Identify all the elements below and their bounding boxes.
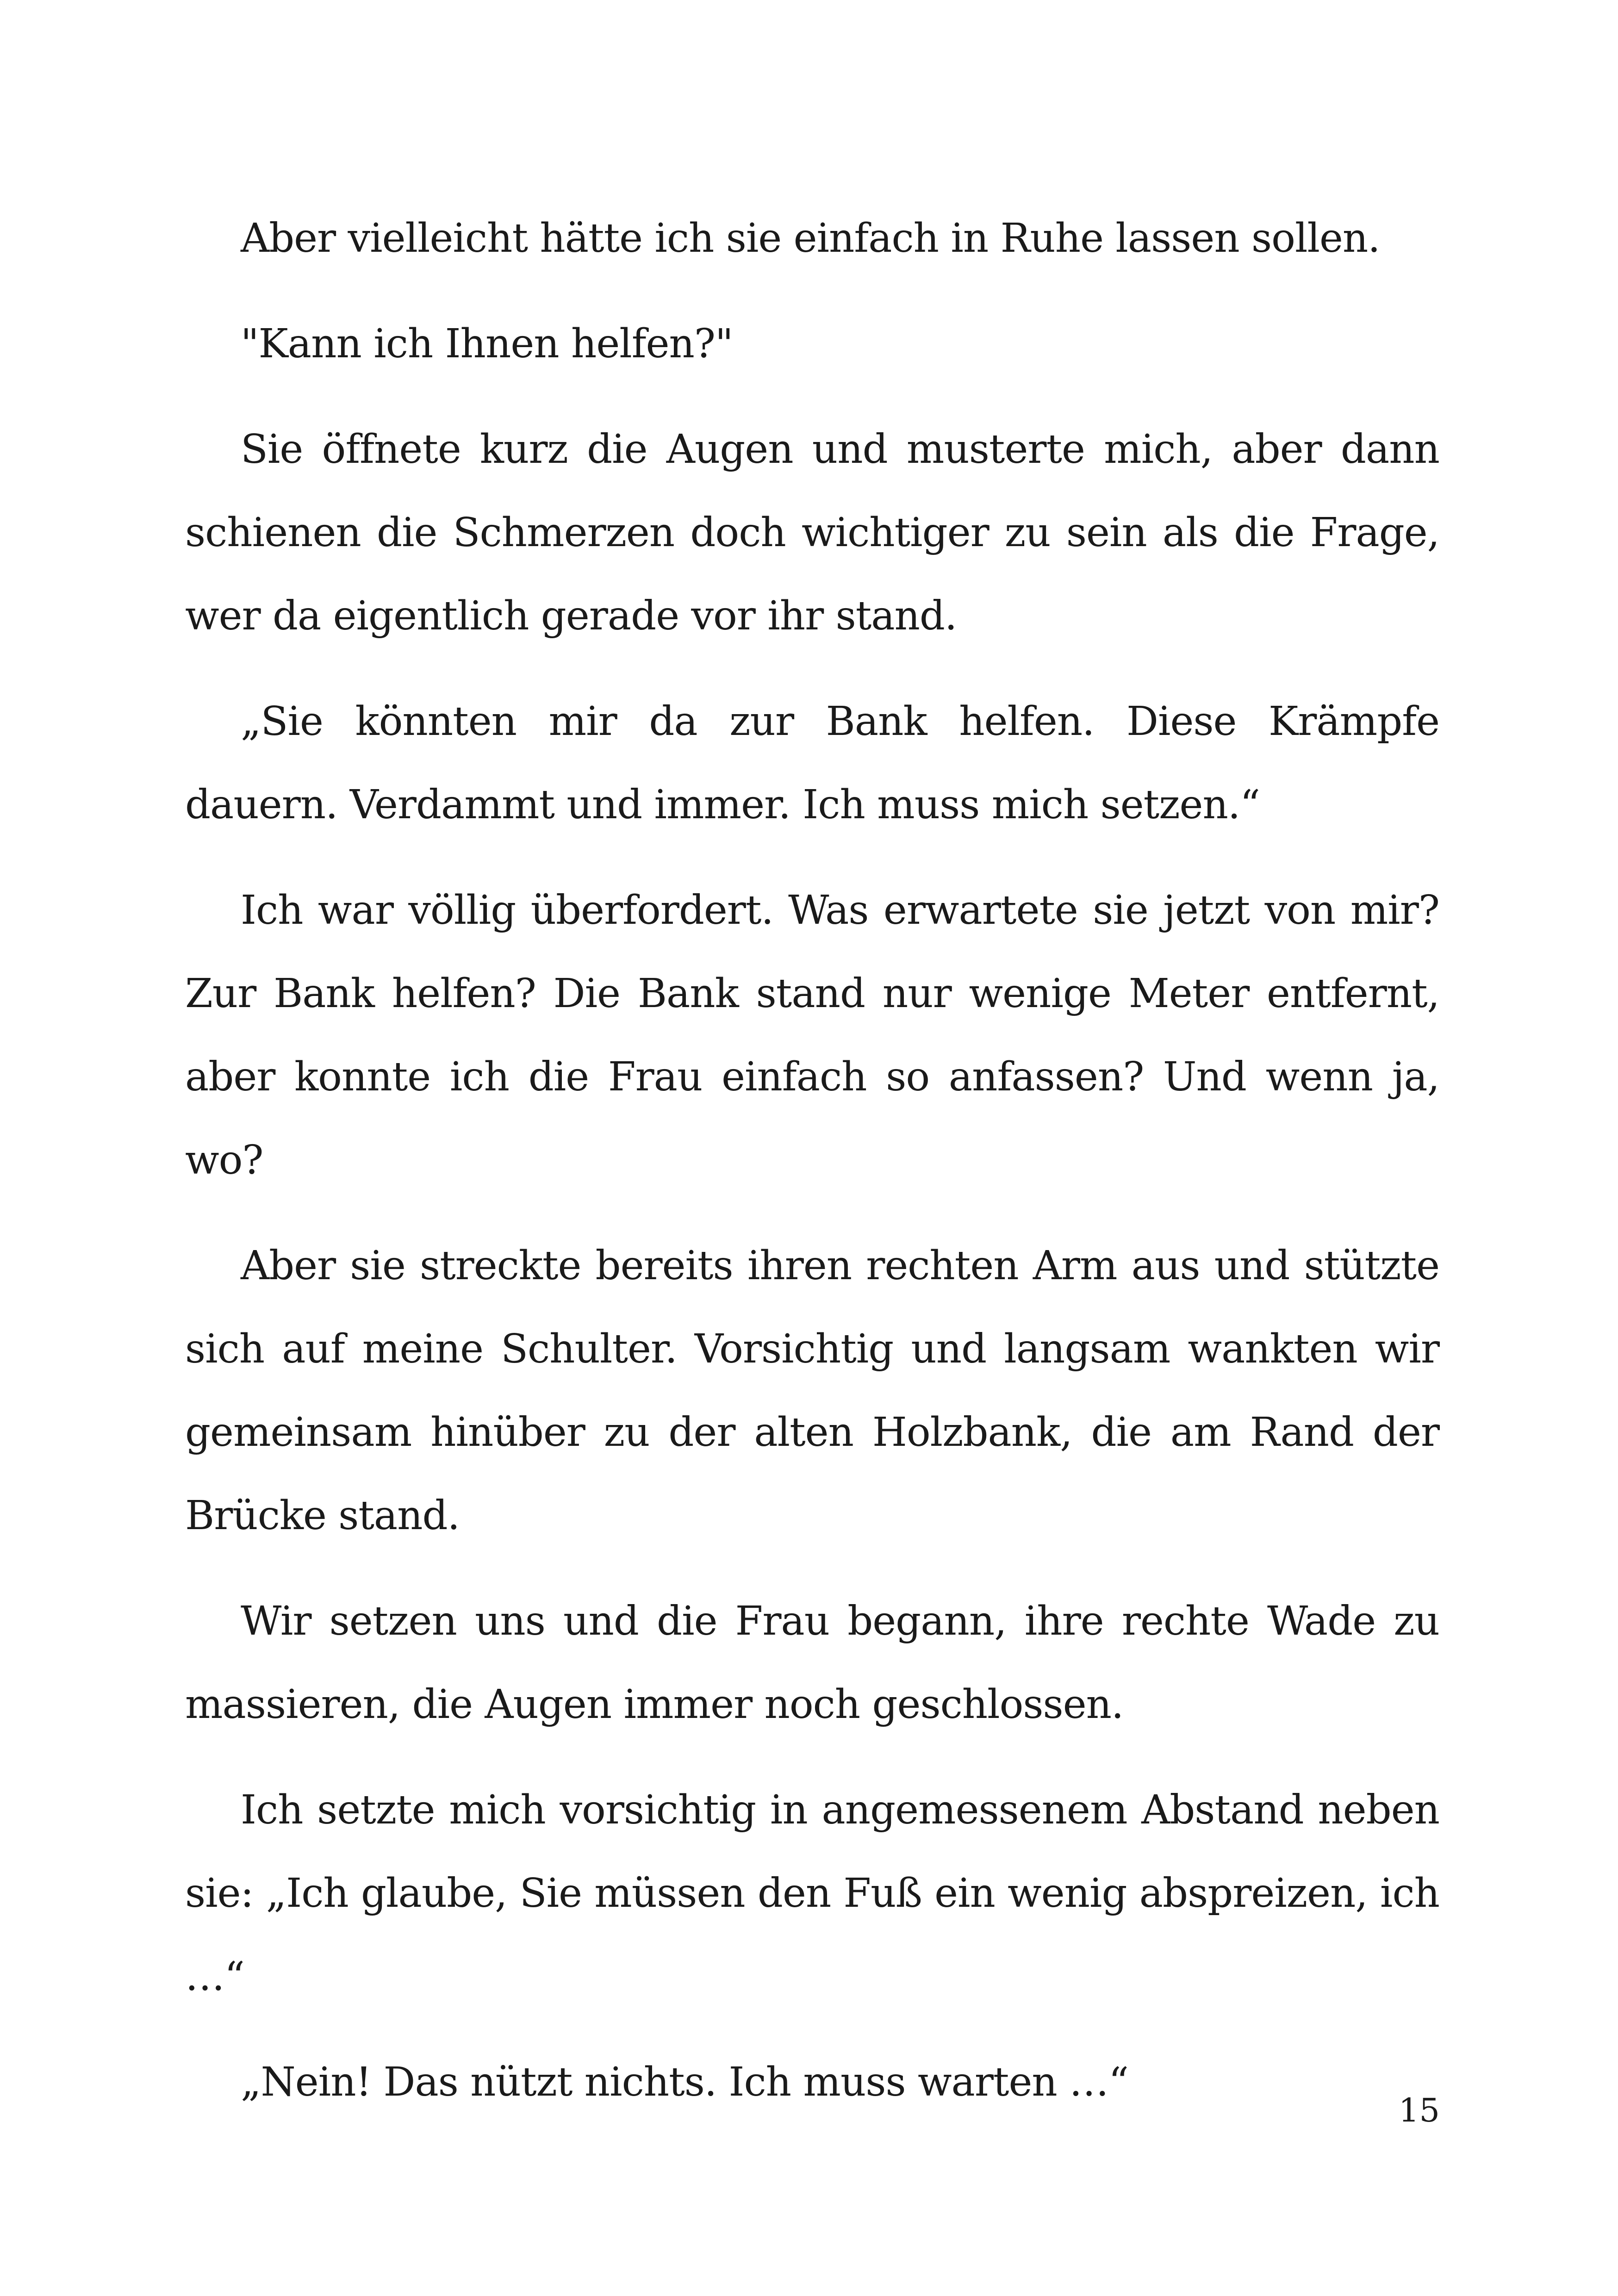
paragraph-3: Sie öffnete kurz die Augen und musterte mich, aber dann schienen die Schmerzen doch wichtiger zu sein als die Frage, wer da eigentlich gerade vor ihr stand.: [185, 426, 1439, 639]
paragraph-4: „Sie könnten mir da zur Bank helfen. Diese Krämpfe dauern. Verdammt und immer. Ich muss mich setzen.“: [185, 698, 1439, 828]
paragraph-9: „Nein! Das nützt nichts. Ich muss warten …“: [241, 2059, 1129, 2105]
paragraph-2: "Kann ich Ihnen helfen?": [241, 321, 733, 367]
page-number: 15: [1398, 2091, 1440, 2129]
paragraph-5: Ich war völlig überfordert. Was erwartete sie jetzt von mir? Zur Bank helfen? Die Bank stand nur wenige Meter entfernt, aber konnte ich die Frau einfach so anfassen? Und wenn ja, wo?: [185, 887, 1439, 1183]
paragraph-6: Aber sie streckte bereits ihren rechten Arm aus und stützte sich auf meine Schulter. Vorsichtig und langsam wankten wir gemeinsam hinüber zu der alten Holzbank, die am Rand der Brücke stand.: [185, 1243, 1439, 1539]
paragraph-1: Aber vielleicht hätte ich sie einfach in Ruhe lassen sollen.: [241, 215, 1380, 261]
paragraph-8: Ich setzte mich vorsichtig in angemessenem Abstand neben sie: „Ich glaube, Sie müssen den Fuß ein wenig abspreizen, ich …“: [185, 1787, 1439, 2000]
paragraph-7: Wir setzen uns und die Frau begann, ihre rechte Wade zu massieren, die Augen immer noch geschlossen.: [185, 1598, 1439, 1728]
body-text: [185, 197, 1439, 2146]
